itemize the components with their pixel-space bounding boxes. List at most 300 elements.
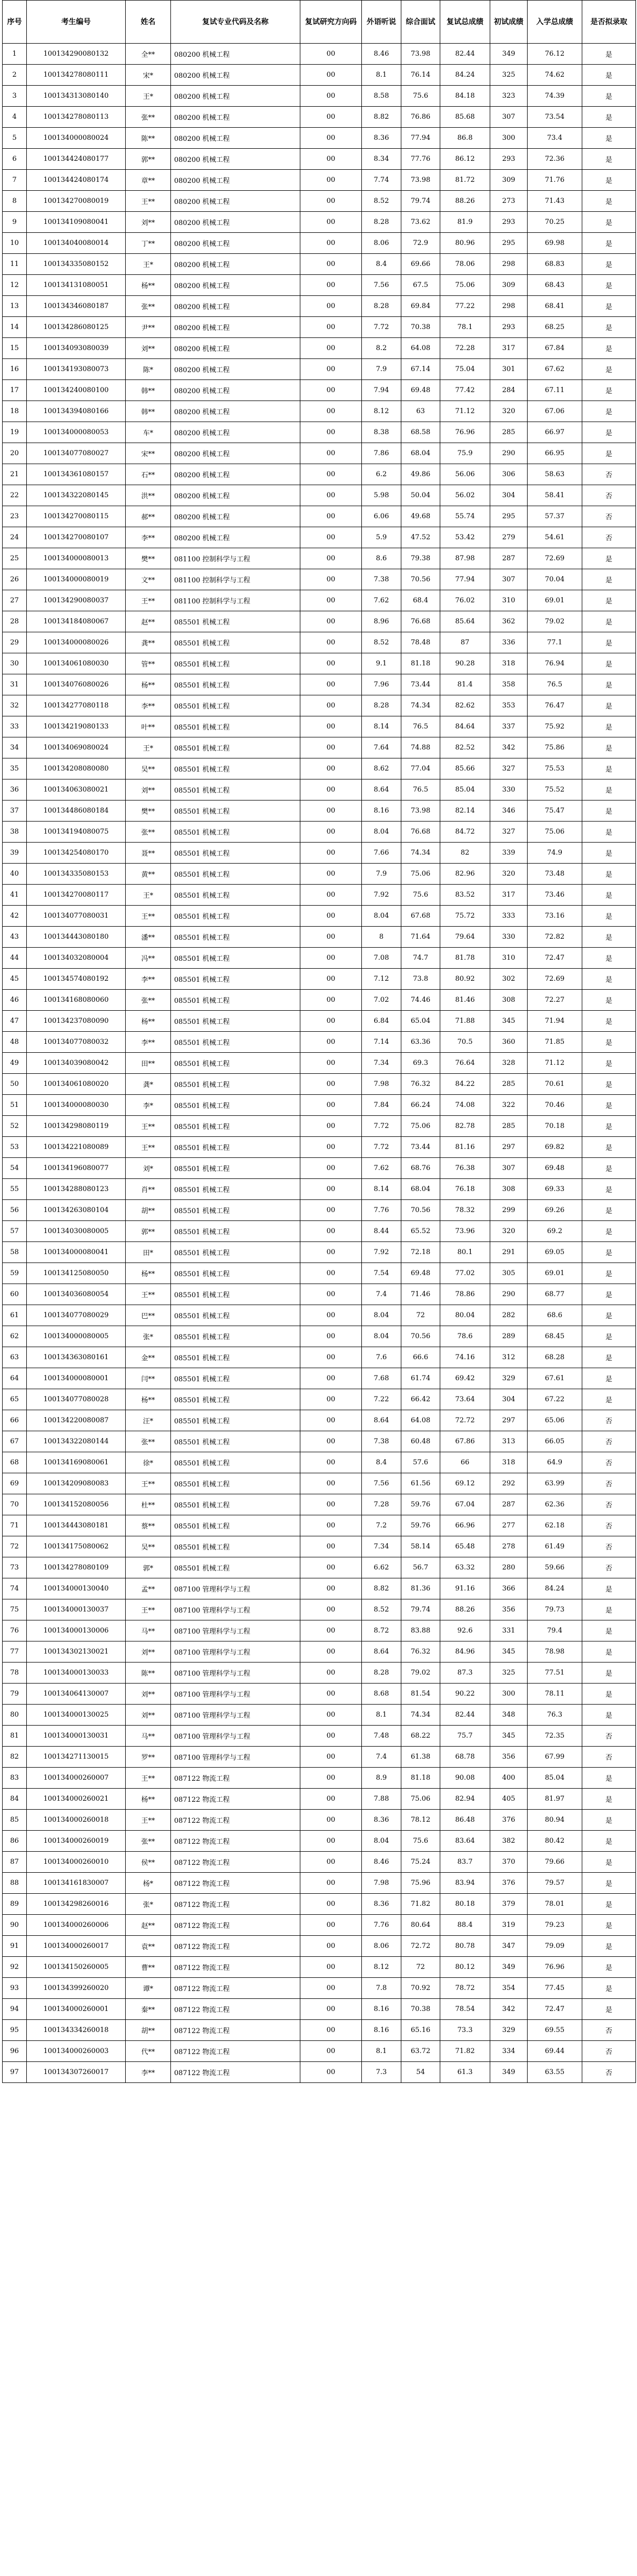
cell-retest-total: 78.06	[440, 254, 490, 275]
cell-direction: 00	[300, 1200, 362, 1221]
cell-listening: 6.62	[362, 1557, 401, 1578]
cell-exam-id: 100134394080166	[27, 401, 126, 422]
cell-name: 刘**	[126, 779, 171, 800]
cell-name: 王**	[126, 1810, 171, 1831]
cell-admitted: 是	[582, 1852, 636, 1873]
cell-total-score: 64.9	[528, 1452, 582, 1473]
cell-prelim-score: 287	[490, 1494, 528, 1515]
cell-admitted: 是	[582, 1305, 636, 1326]
cell-total-score: 76.5	[528, 674, 582, 695]
cell-prelim-score: 376	[490, 1810, 528, 1831]
table-row	[3, 1074, 636, 1095]
cell-name: 陈**	[126, 128, 171, 149]
cell-exam-id: 100134278080109	[27, 1557, 126, 1578]
cell-name: 杨*	[126, 1873, 171, 1894]
cell-total-score: 71.85	[528, 1032, 582, 1053]
cell-prelim-score: 278	[490, 1536, 528, 1557]
cell-admitted: 是	[582, 653, 636, 674]
cell-exam-id: 100134334260018	[27, 2020, 126, 2041]
cell-listening: 7.3	[362, 2062, 401, 2083]
cell-direction: 00	[300, 338, 362, 359]
cell-interview: 64.08	[401, 1410, 440, 1431]
cell-retest-total: 85.04	[440, 779, 490, 800]
cell-listening: 7.34	[362, 1053, 401, 1074]
cell-seq: 6	[3, 149, 27, 170]
table-row	[3, 212, 636, 233]
cell-admitted: 是	[582, 1662, 636, 1684]
cell-retest-total: 77.94	[440, 569, 490, 590]
cell-name: 赵**	[126, 1915, 171, 1936]
table-row	[3, 1978, 636, 1999]
cell-retest-total: 78.1	[440, 317, 490, 338]
cell-total-score: 72.69	[528, 969, 582, 990]
cell-interview: 58.14	[401, 1536, 440, 1557]
cell-total-score: 75.92	[528, 716, 582, 737]
cell-seq: 75	[3, 1599, 27, 1620]
cell-seq: 58	[3, 1242, 27, 1263]
table-row	[3, 1137, 636, 1158]
cell-name: 王*	[126, 885, 171, 906]
cell-interview: 76.32	[401, 1641, 440, 1662]
cell-direction: 00	[300, 1431, 362, 1452]
cell-prelim-score: 337	[490, 716, 528, 737]
cell-total-score: 69.05	[528, 1242, 582, 1263]
cell-exam-id: 100134486080184	[27, 800, 126, 822]
table-row	[3, 653, 636, 674]
cell-seq: 32	[3, 695, 27, 716]
cell-admitted: 是	[582, 800, 636, 822]
cell-total-score: 68.28	[528, 1347, 582, 1368]
cell-direction: 00	[300, 1095, 362, 1116]
cell-exam-id: 100134219080133	[27, 716, 126, 737]
cell-admitted: 是	[582, 149, 636, 170]
table-row	[3, 548, 636, 569]
cell-total-score: 79.4	[528, 1620, 582, 1641]
cell-interview: 75.06	[401, 1789, 440, 1810]
cell-major: 087122 物流工程	[171, 2041, 300, 2062]
cell-major: 080200 机械工程	[171, 527, 300, 548]
cell-exam-id: 100134286080125	[27, 317, 126, 338]
cell-prelim-score: 289	[490, 1326, 528, 1347]
cell-admitted: 是	[582, 969, 636, 990]
cell-listening: 7.98	[362, 1873, 401, 1894]
cell-total-score: 80.94	[528, 1810, 582, 1831]
cell-total-score: 72.36	[528, 149, 582, 170]
cell-retest-total: 67.86	[440, 1431, 490, 1452]
cell-major: 085501 机械工程	[171, 1410, 300, 1431]
cell-admitted: 是	[582, 1620, 636, 1641]
cell-major: 080200 机械工程	[171, 338, 300, 359]
cell-prelim-score: 305	[490, 1263, 528, 1284]
cell-exam-id: 100134000130037	[27, 1599, 126, 1620]
cell-name: 车*	[126, 422, 171, 443]
cell-direction: 00	[300, 1978, 362, 1999]
cell-listening: 7.48	[362, 1726, 401, 1747]
cell-name: 王*	[126, 737, 171, 758]
cell-exam-id: 100134184080067	[27, 611, 126, 632]
cell-major: 080200 机械工程	[171, 464, 300, 485]
cell-exam-id: 100134000080001	[27, 1368, 126, 1389]
cell-listening: 8.82	[362, 1578, 401, 1599]
cell-seq: 12	[3, 275, 27, 296]
cell-name: 韩**	[126, 380, 171, 401]
cell-exam-id: 100134036080054	[27, 1284, 126, 1305]
cell-exam-id: 100134263080104	[27, 1200, 126, 1221]
cell-prelim-score: 284	[490, 380, 528, 401]
cell-name: 赵**	[126, 611, 171, 632]
cell-exam-id: 100134125080050	[27, 1263, 126, 1284]
cell-admitted: 是	[582, 843, 636, 864]
cell-direction: 00	[300, 969, 362, 990]
cell-total-score: 72.27	[528, 990, 582, 1011]
cell-exam-id: 100134000130031	[27, 1726, 126, 1747]
cell-direction: 00	[300, 716, 362, 737]
cell-exam-id: 100134093080039	[27, 338, 126, 359]
cell-retest-total: 81.46	[440, 990, 490, 1011]
cell-retest-total: 90.08	[440, 1768, 490, 1789]
cell-seq: 84	[3, 1789, 27, 1810]
cell-name: 李**	[126, 969, 171, 990]
table-row	[3, 611, 636, 632]
cell-total-score: 79.57	[528, 1873, 582, 1894]
cell-seq: 80	[3, 1705, 27, 1726]
table-row	[3, 695, 636, 716]
cell-major: 085501 机械工程	[171, 1179, 300, 1200]
cell-prelim-score: 322	[490, 1095, 528, 1116]
cell-direction: 00	[300, 1557, 362, 1578]
cell-name: 刘**	[126, 212, 171, 233]
cell-direction: 00	[300, 1599, 362, 1620]
cell-admitted: 是	[582, 380, 636, 401]
cell-seq: 51	[3, 1095, 27, 1116]
cell-interview: 69.84	[401, 296, 440, 317]
cell-total-score: 69.01	[528, 1263, 582, 1284]
cell-exam-id: 100134000080041	[27, 1242, 126, 1263]
cell-direction: 00	[300, 990, 362, 1011]
cell-seq: 63	[3, 1347, 27, 1368]
cell-major: 085501 机械工程	[171, 611, 300, 632]
cell-total-score: 78.98	[528, 1641, 582, 1662]
cell-retest-total: 53.42	[440, 527, 490, 548]
cell-retest-total: 83.52	[440, 885, 490, 906]
cell-direction: 00	[300, 885, 362, 906]
cell-exam-id: 100134000080019	[27, 569, 126, 590]
table-row	[3, 1284, 636, 1305]
cell-direction: 00	[300, 653, 362, 674]
cell-admitted: 是	[582, 233, 636, 254]
cell-major: 080200 机械工程	[171, 170, 300, 191]
cell-total-score: 63.55	[528, 2062, 582, 2083]
cell-listening: 8.72	[362, 1620, 401, 1641]
cell-major: 085501 机械工程	[171, 653, 300, 674]
cell-listening: 8.06	[362, 1936, 401, 1957]
cell-interview: 73.44	[401, 1137, 440, 1158]
cell-retest-total: 72.72	[440, 1410, 490, 1431]
cell-retest-total: 82.78	[440, 1116, 490, 1137]
table-row	[3, 1662, 636, 1684]
cell-interview: 61.38	[401, 1747, 440, 1768]
cell-listening: 7.28	[362, 1494, 401, 1515]
cell-exam-id: 100134000260006	[27, 1915, 126, 1936]
cell-name: 王**	[126, 1284, 171, 1305]
cell-admitted: 是	[582, 1768, 636, 1789]
cell-retest-total: 56.06	[440, 464, 490, 485]
cell-name: 汪*	[126, 1410, 171, 1431]
cell-listening: 7.88	[362, 1789, 401, 1810]
cell-interview: 61.56	[401, 1473, 440, 1494]
cell-interview: 70.92	[401, 1978, 440, 1999]
cell-seq: 44	[3, 948, 27, 969]
cell-listening: 8.14	[362, 1179, 401, 1200]
cell-major: 085501 机械工程	[171, 1200, 300, 1221]
cell-interview: 76.5	[401, 716, 440, 737]
cell-admitted: 否	[582, 1431, 636, 1452]
cell-retest-total: 80.96	[440, 233, 490, 254]
cell-retest-total: 75.9	[440, 443, 490, 464]
cell-prelim-score: 282	[490, 1305, 528, 1326]
cell-total-score: 67.99	[528, 1747, 582, 1768]
cell-admitted: 是	[582, 1200, 636, 1221]
cell-listening: 7.98	[362, 1074, 401, 1095]
cell-name: 王**	[126, 1137, 171, 1158]
cell-major: 080200 机械工程	[171, 443, 300, 464]
cell-direction: 00	[300, 948, 362, 969]
cell-name: 管**	[126, 653, 171, 674]
cell-direction: 00	[300, 1915, 362, 1936]
cell-admitted: 否	[582, 1494, 636, 1515]
cell-interview: 79.02	[401, 1662, 440, 1684]
cell-prelim-score: 293	[490, 317, 528, 338]
cell-listening: 7.2	[362, 1515, 401, 1536]
cell-name: 王**	[126, 1473, 171, 1494]
cell-total-score: 72.35	[528, 1726, 582, 1747]
cell-total-score: 74.62	[528, 65, 582, 86]
cell-exam-id: 100134069080024	[27, 737, 126, 758]
cell-listening: 8	[362, 927, 401, 948]
cell-seq: 96	[3, 2041, 27, 2062]
cell-listening: 5.9	[362, 527, 401, 548]
cell-prelim-score: 325	[490, 65, 528, 86]
cell-name: 张**	[126, 107, 171, 128]
cell-seq: 49	[3, 1053, 27, 1074]
column-header-exam-id: 考生编号	[27, 1, 126, 44]
cell-seq: 93	[3, 1978, 27, 1999]
cell-exam-id: 100134254080170	[27, 843, 126, 864]
cell-seq: 11	[3, 254, 27, 275]
cell-total-score: 69.2	[528, 1221, 582, 1242]
cell-interview: 67.14	[401, 359, 440, 380]
table-row	[3, 506, 636, 527]
cell-seq: 92	[3, 1957, 27, 1978]
cell-retest-total: 92.6	[440, 1620, 490, 1641]
cell-prelim-score: 318	[490, 1452, 528, 1473]
cell-seq: 53	[3, 1137, 27, 1158]
cell-direction: 00	[300, 758, 362, 779]
table-row	[3, 1200, 636, 1221]
cell-major: 087122 物流工程	[171, 1810, 300, 1831]
cell-direction: 00	[300, 611, 362, 632]
cell-exam-id: 100134039080042	[27, 1053, 126, 1074]
cell-retest-total: 82.94	[440, 1789, 490, 1810]
cell-interview: 63.72	[401, 2041, 440, 2062]
cell-prelim-score: 349	[490, 1957, 528, 1978]
cell-major: 085501 机械工程	[171, 1095, 300, 1116]
cell-major: 085501 机械工程	[171, 1116, 300, 1137]
cell-interview: 69.48	[401, 380, 440, 401]
cell-exam-id: 100134064130007	[27, 1684, 126, 1705]
cell-retest-total: 76.64	[440, 1053, 490, 1074]
cell-retest-total: 91.16	[440, 1578, 490, 1599]
table-row	[3, 674, 636, 695]
cell-interview: 72.18	[401, 1242, 440, 1263]
cell-prelim-score: 342	[490, 1999, 528, 2020]
cell-retest-total: 87	[440, 632, 490, 653]
cell-exam-id: 100134000260001	[27, 1999, 126, 2020]
cell-prelim-score: 354	[490, 1978, 528, 1999]
cell-name: 郭**	[126, 149, 171, 170]
cell-direction: 00	[300, 1578, 362, 1599]
cell-prelim-score: 336	[490, 632, 528, 653]
cell-major: 080200 机械工程	[171, 86, 300, 107]
cell-exam-id: 100134000080013	[27, 548, 126, 569]
cell-seq: 40	[3, 864, 27, 885]
table-row	[3, 1389, 636, 1410]
table-row	[3, 1179, 636, 1200]
cell-seq: 78	[3, 1662, 27, 1684]
table-row	[3, 779, 636, 800]
table-row	[3, 485, 636, 506]
cell-total-score: 59.66	[528, 1557, 582, 1578]
table-row	[3, 149, 636, 170]
cell-admitted: 是	[582, 1873, 636, 1894]
cell-direction: 00	[300, 1347, 362, 1368]
cell-retest-total: 80.92	[440, 969, 490, 990]
cell-listening: 8.04	[362, 1305, 401, 1326]
cell-interview: 73.98	[401, 170, 440, 191]
cell-exam-id: 100134000260017	[27, 1936, 126, 1957]
cell-major: 087122 物流工程	[171, 1915, 300, 1936]
cell-admitted: 是	[582, 758, 636, 779]
cell-prelim-score: 297	[490, 1137, 528, 1158]
cell-name: 石**	[126, 464, 171, 485]
cell-seq: 2	[3, 65, 27, 86]
cell-direction: 00	[300, 737, 362, 758]
cell-admitted: 是	[582, 1578, 636, 1599]
cell-admitted: 是	[582, 885, 636, 906]
cell-total-score: 75.86	[528, 737, 582, 758]
cell-admitted: 否	[582, 1515, 636, 1536]
cell-name: 杨**	[126, 1789, 171, 1810]
cell-direction: 00	[300, 1179, 362, 1200]
cell-listening: 6.84	[362, 1011, 401, 1032]
cell-exam-id: 100134313080140	[27, 86, 126, 107]
cell-listening: 8.36	[362, 1810, 401, 1831]
cell-exam-id: 100134000260019	[27, 1831, 126, 1852]
cell-listening: 8.4	[362, 254, 401, 275]
cell-direction: 00	[300, 1389, 362, 1410]
cell-major: 085501 机械工程	[171, 1137, 300, 1158]
cell-admitted: 是	[582, 990, 636, 1011]
cell-seq: 68	[3, 1452, 27, 1473]
cell-exam-id: 100134061080030	[27, 653, 126, 674]
cell-interview: 76.5	[401, 779, 440, 800]
cell-exam-id: 100134574080192	[27, 969, 126, 990]
cell-name: 王**	[126, 906, 171, 927]
cell-major: 087122 物流工程	[171, 2062, 300, 2083]
cell-retest-total: 61.3	[440, 2062, 490, 2083]
column-header-listening: 外语听说	[362, 1, 401, 44]
cell-exam-id: 100134032080004	[27, 948, 126, 969]
cell-major: 080200 机械工程	[171, 254, 300, 275]
cell-listening: 8.64	[362, 1410, 401, 1431]
cell-retest-total: 83.94	[440, 1873, 490, 1894]
cell-name: 樊**	[126, 800, 171, 822]
cell-admitted: 否	[582, 1536, 636, 1557]
cell-retest-total: 84.24	[440, 65, 490, 86]
cell-admitted: 是	[582, 1137, 636, 1158]
cell-seq: 1	[3, 44, 27, 65]
cell-retest-total: 74.08	[440, 1095, 490, 1116]
cell-name: 陈**	[126, 1662, 171, 1684]
cell-direction: 00	[300, 401, 362, 422]
cell-exam-id: 100134000080005	[27, 1326, 126, 1347]
cell-retest-total: 81.16	[440, 1137, 490, 1158]
table-row	[3, 1915, 636, 1936]
cell-admitted: 是	[582, 948, 636, 969]
cell-interview: 49.86	[401, 464, 440, 485]
cell-total-score: 77.51	[528, 1662, 582, 1684]
cell-name: 杨**	[126, 1263, 171, 1284]
cell-listening: 7.74	[362, 170, 401, 191]
cell-direction: 00	[300, 1726, 362, 1747]
table-body	[3, 44, 636, 2083]
cell-seq: 35	[3, 758, 27, 779]
cell-interview: 79.38	[401, 548, 440, 569]
cell-total-score: 70.46	[528, 1095, 582, 1116]
cell-prelim-score: 313	[490, 1431, 528, 1452]
table-row	[3, 1726, 636, 1747]
cell-total-score: 67.84	[528, 338, 582, 359]
cell-name: 张**	[126, 1431, 171, 1452]
cell-total-score: 68.43	[528, 275, 582, 296]
cell-listening: 7.56	[362, 275, 401, 296]
cell-listening: 7.86	[362, 443, 401, 464]
cell-prelim-score: 304	[490, 1389, 528, 1410]
cell-major: 081100 控制科学与工程	[171, 548, 300, 569]
table-row	[3, 233, 636, 254]
cell-retest-total: 73.64	[440, 1389, 490, 1410]
cell-listening: 8.16	[362, 800, 401, 822]
cell-retest-total: 77.42	[440, 380, 490, 401]
table-row	[3, 65, 636, 86]
cell-total-score: 84.24	[528, 1578, 582, 1599]
cell-total-score: 76.94	[528, 653, 582, 674]
cell-name: 丁**	[126, 233, 171, 254]
cell-exam-id: 100134424080177	[27, 149, 126, 170]
cell-retest-total: 70.5	[440, 1032, 490, 1053]
cell-listening: 8.28	[362, 1662, 401, 1684]
cell-total-score: 79.09	[528, 1936, 582, 1957]
cell-interview: 72.9	[401, 233, 440, 254]
cell-admitted: 是	[582, 1263, 636, 1284]
cell-retest-total: 77.02	[440, 1263, 490, 1284]
cell-listening: 7.72	[362, 1137, 401, 1158]
cell-listening: 5.98	[362, 485, 401, 506]
cell-name: 秦**	[126, 1999, 171, 2020]
cell-major: 080200 机械工程	[171, 296, 300, 317]
cell-retest-total: 67.04	[440, 1494, 490, 1515]
cell-listening: 8.46	[362, 44, 401, 65]
